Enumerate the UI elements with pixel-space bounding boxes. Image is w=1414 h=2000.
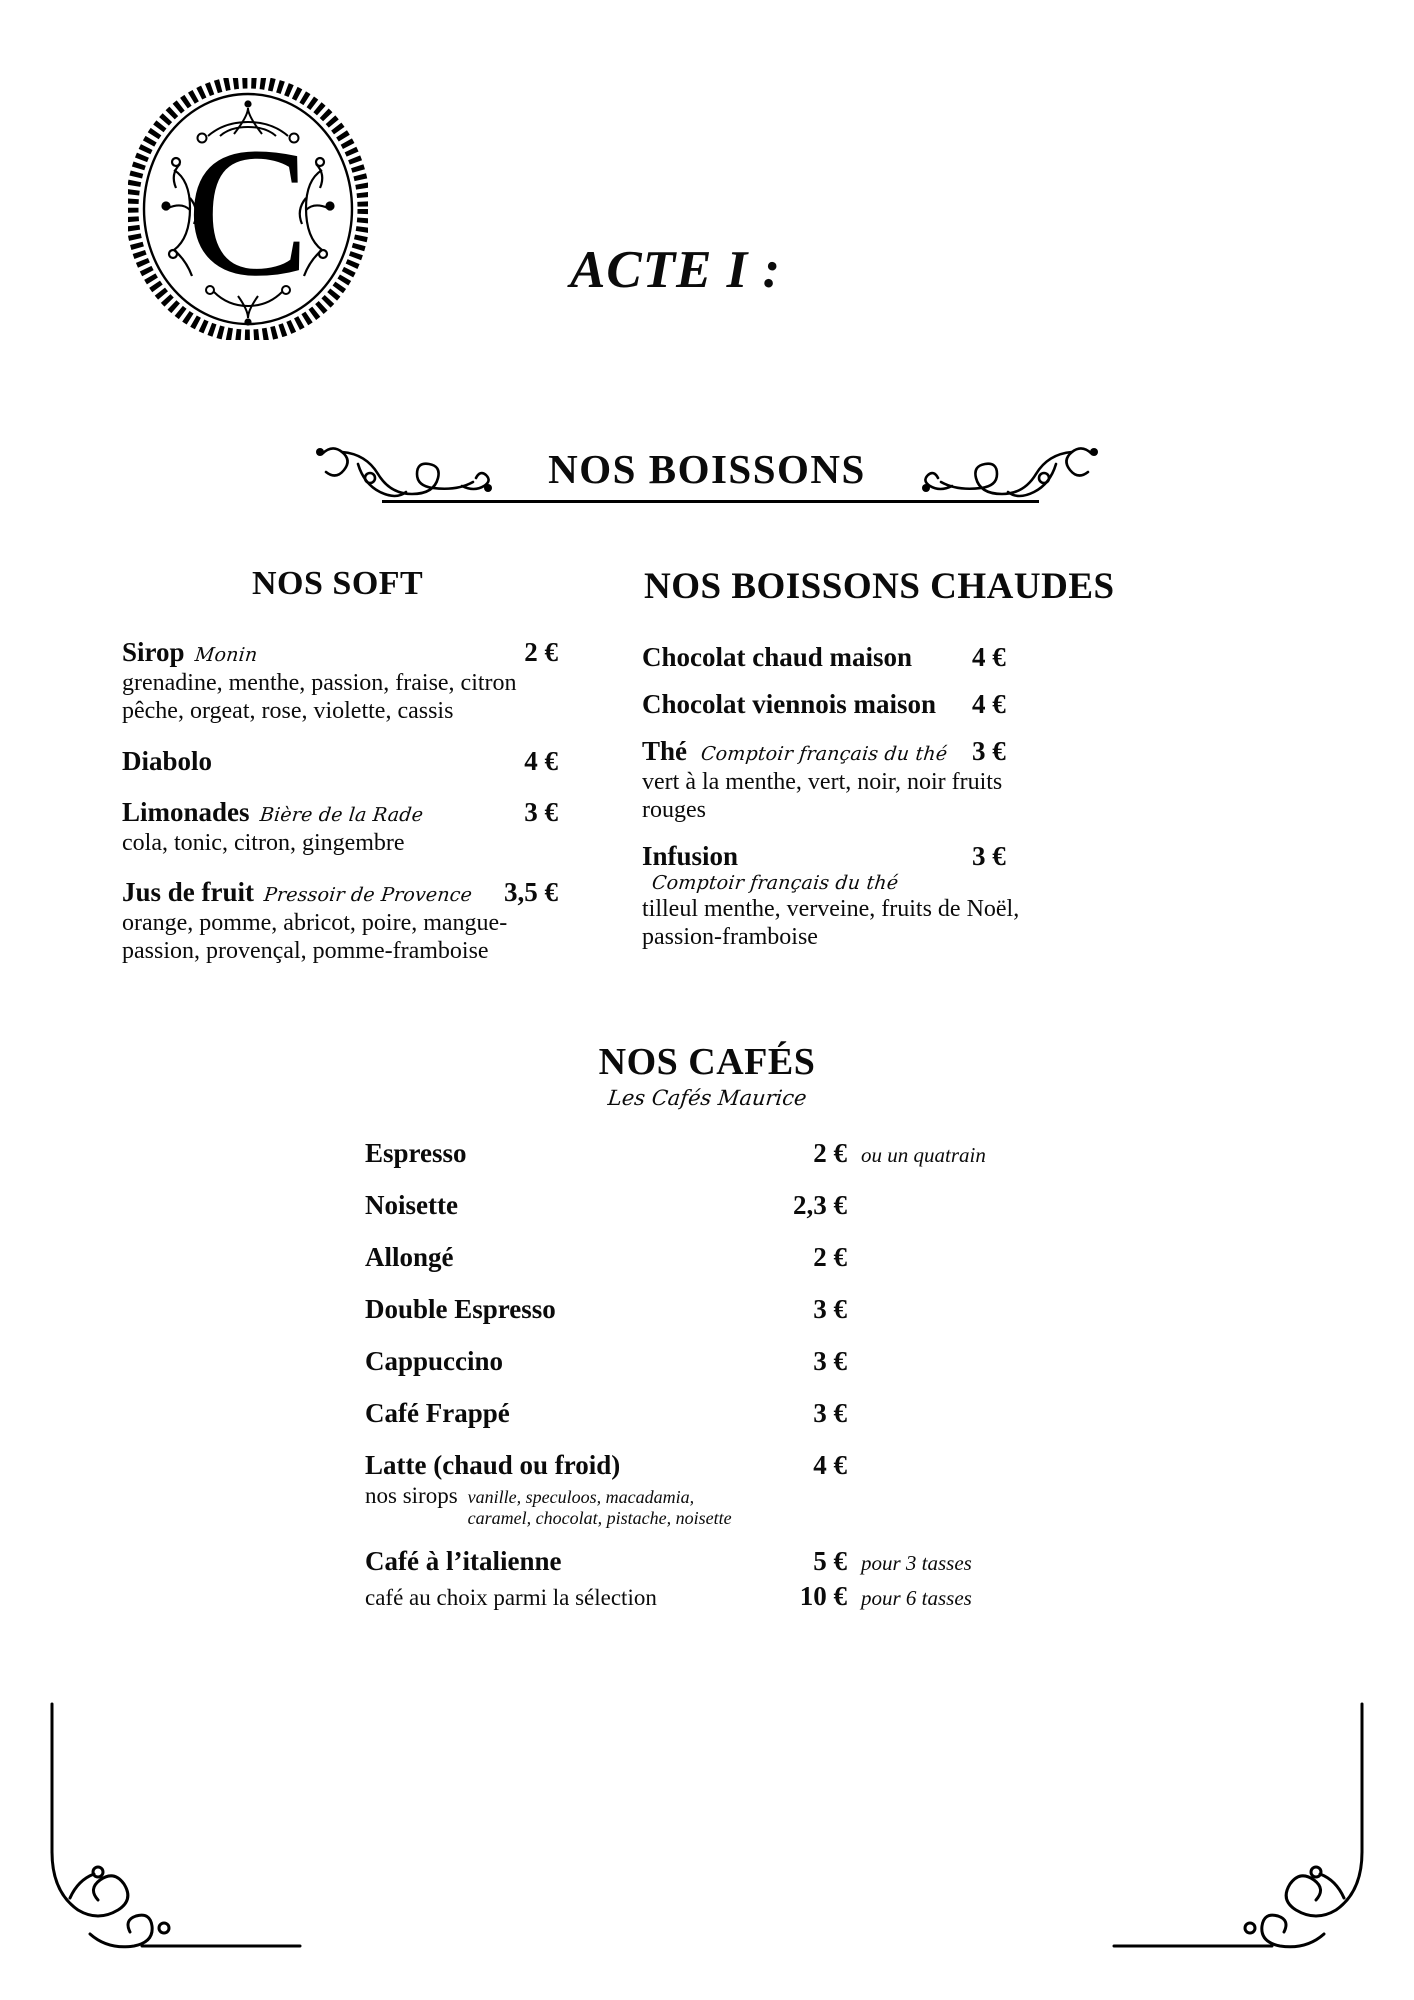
item-description: orange, pomme, abricot, poire, mangue-passion, provençal, pomme-framboise	[122, 909, 508, 965]
monogram-oval-icon	[128, 78, 368, 340]
item-price: 4 €	[813, 1450, 847, 1480]
page-title: ACTE I :	[570, 241, 782, 299]
cafes-heading: NOS CAFÉS	[598, 1041, 816, 1083]
item-price: 4 €	[524, 745, 558, 776]
corner-ornament-right	[1108, 1702, 1368, 1952]
item-price: 4 €	[972, 642, 1006, 672]
flourish-right-icon	[892, 438, 1102, 500]
item-name: Sirop	[122, 637, 185, 667]
menu-item	[365, 1138, 1057, 1169]
item-price: 5 €	[813, 1546, 847, 1577]
item-description: tilleul menthe, verveine, fruits de Noël, passion-framboise	[642, 895, 1020, 950]
item-price: 2 €	[524, 637, 558, 667]
item-price: 3 €	[813, 1398, 847, 1428]
menu-item	[642, 689, 1414, 720]
item-name: Infusion	[642, 840, 739, 871]
menu-item	[642, 736, 1414, 825]
item-brand: Comptoir français du thé	[650, 871, 900, 894]
menu-item	[122, 797, 600, 857]
item-price: 2 €	[813, 1242, 847, 1272]
cafes-list	[357, 1138, 1057, 1612]
item-price: 2 €	[813, 1138, 847, 1168]
item-price: 3 €	[813, 1346, 847, 1376]
item-name: Noisette	[365, 1190, 458, 1220]
cafes-subtitle: Les Cafés Maurice	[606, 1086, 808, 1110]
hot-heading: NOS BOISSONS CHAUDES	[644, 566, 1115, 607]
menu-item-latte	[365, 1450, 1057, 1528]
item-price: 3,5 €	[504, 876, 558, 907]
latte-sirops-line2: caramel, chocolat, pistache, noisette	[467, 1507, 732, 1528]
flourish-left-icon	[312, 438, 522, 500]
item-name: Limonades	[122, 796, 250, 827]
menu-item	[365, 1346, 1057, 1377]
drinks-columns	[0, 565, 1414, 986]
item-name: Café Frappé	[365, 1398, 510, 1428]
item-name: Espresso	[365, 1138, 467, 1168]
menu-item	[365, 1398, 1057, 1429]
item-brand: Monin	[193, 644, 259, 666]
section-soft	[0, 565, 600, 986]
item-name: Allongé	[365, 1242, 454, 1272]
item-brand: Pressoir de Provence	[262, 883, 474, 906]
menu-item	[122, 877, 600, 966]
item-name: Chocolat viennois maison	[642, 689, 937, 719]
latte-sirops-line1: vanille, speculoos, macadamia,	[467, 1487, 695, 1507]
item-name: Café à l’italienne	[365, 1546, 562, 1577]
item-name: Jus de fruit	[122, 876, 255, 907]
banner-rule	[382, 500, 1039, 503]
menu-item	[365, 1242, 1057, 1273]
item-description: café au choix parmi la sélection	[365, 1585, 657, 1611]
item-description: grenadine, menthe, passion, fraise, citron pêche, orgeat, rose, violette, cassis	[122, 670, 517, 725]
item-name: Thé	[642, 736, 688, 766]
menu-item	[642, 841, 1414, 952]
item-name: Chocolat chaud maison	[642, 642, 913, 672]
item-name: Latte (chaud ou froid)	[365, 1450, 621, 1480]
section-banner-boissons	[0, 438, 1414, 516]
menu-item	[122, 746, 600, 777]
item-note: ou un quatrain	[861, 1143, 986, 1167]
item-name: Double Espresso	[365, 1294, 556, 1324]
item-brand: Comptoir français du thé	[699, 743, 949, 765]
latte-sirops-label: nos sirops	[365, 1483, 458, 1508]
item-name: Cappuccino	[365, 1346, 504, 1376]
section-hot-drinks	[600, 565, 1414, 986]
item-price: 2,3 €	[793, 1190, 847, 1220]
brand-logo	[128, 78, 368, 340]
item-description: vert à la menthe, vert, noir, noir fruits rouges	[642, 769, 1003, 824]
soft-heading: NOS SOFT	[252, 565, 424, 602]
page-header	[0, 0, 1414, 330]
item-price: 3 €	[813, 1294, 847, 1324]
item-description: cola, tonic, citron, gingembre	[122, 829, 405, 856]
menu-item	[122, 637, 600, 726]
item-price: 4 €	[972, 689, 1006, 719]
menu-item	[365, 1190, 1057, 1221]
monogram-letter: C	[186, 110, 310, 315]
item-note: pour 6 tasses	[861, 1586, 972, 1611]
item-brand: Bière de la Rade	[258, 803, 424, 826]
item-price: 3 €	[972, 840, 1006, 871]
corner-ornament-left	[46, 1702, 306, 1952]
item-note: pour 3 tasses	[861, 1551, 972, 1576]
menu-item	[642, 642, 1414, 673]
item-price: 3 €	[972, 736, 1006, 766]
section-cafes	[0, 1040, 1414, 1626]
item-name: Diabolo	[122, 745, 213, 776]
menu-item-italienne	[365, 1546, 1057, 1612]
banner-title: NOS BOISSONS	[548, 446, 866, 492]
item-price: 10 €	[799, 1581, 847, 1612]
menu-item	[365, 1294, 1057, 1325]
item-price: 3 €	[524, 796, 558, 827]
